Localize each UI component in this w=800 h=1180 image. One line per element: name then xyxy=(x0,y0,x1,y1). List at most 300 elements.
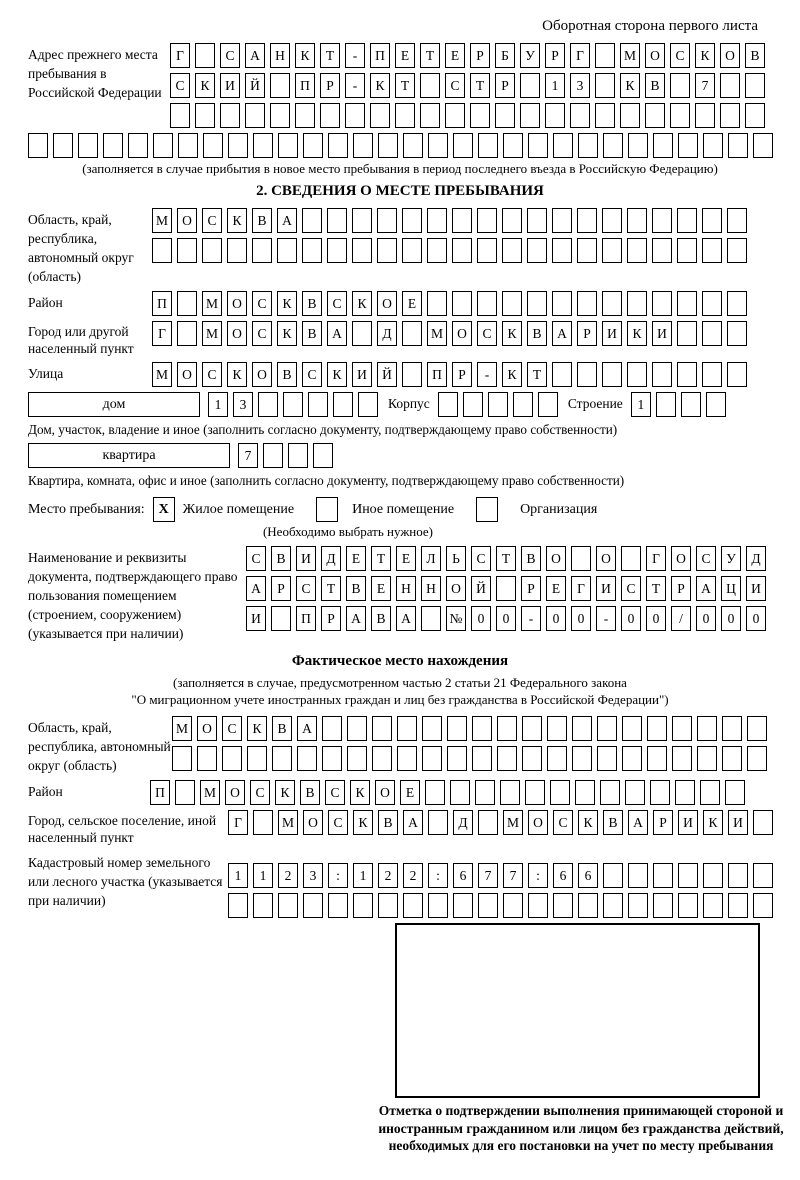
char-box xyxy=(472,716,492,741)
char-box xyxy=(420,73,440,98)
char-box: В xyxy=(302,291,322,316)
char-box xyxy=(728,133,748,158)
char-box xyxy=(753,810,773,835)
char-row xyxy=(238,443,333,468)
char-box: С xyxy=(696,546,716,571)
char-row xyxy=(152,321,747,346)
char-box xyxy=(228,133,248,158)
char-row xyxy=(246,546,766,571)
char-box: П xyxy=(150,780,170,805)
char-box xyxy=(302,208,322,233)
char-box: Г xyxy=(646,546,666,571)
city-2-label: Город, сельское поселение, иной населенный пункт xyxy=(28,813,217,845)
field-stay-type xyxy=(28,497,772,522)
char-box: О xyxy=(303,810,323,835)
char-box xyxy=(621,546,641,571)
char-box: С xyxy=(202,208,222,233)
char-box xyxy=(477,238,497,263)
char-box: П xyxy=(427,362,447,387)
char-box xyxy=(327,208,347,233)
char-box xyxy=(727,238,747,263)
char-box xyxy=(753,863,773,888)
char-box: Р xyxy=(577,321,597,346)
region-label: Область, край, республика, автономный округ (область) xyxy=(28,212,134,284)
char-box xyxy=(245,103,265,128)
char-box: С xyxy=(670,43,690,68)
char-box xyxy=(253,810,273,835)
char-row xyxy=(228,863,773,888)
char-box xyxy=(178,133,198,158)
char-box: А xyxy=(277,208,297,233)
char-box xyxy=(352,208,372,233)
char-box xyxy=(470,103,490,128)
char-box: О xyxy=(227,291,247,316)
char-box xyxy=(28,133,48,158)
char-box xyxy=(353,893,373,918)
char-row xyxy=(172,716,767,741)
char-box: О xyxy=(377,291,397,316)
option-organizacia-label: Организация xyxy=(520,501,598,517)
char-box: Т xyxy=(395,73,415,98)
char-box: 3 xyxy=(570,73,590,98)
char-box: С xyxy=(220,43,240,68)
stamp-note: Отметка о подтверждении выполнения принимающей стороной и иностранным гражданином или лицом без гражданства действий, необходимых для его постановки на учет по месту пребывания xyxy=(378,1103,784,1153)
korpus-label: Корпус xyxy=(388,396,430,411)
char-box xyxy=(571,546,591,571)
char-box xyxy=(395,103,415,128)
char-box: К xyxy=(353,810,373,835)
stroenie-label: Строение xyxy=(567,396,623,411)
char-box: В xyxy=(378,810,398,835)
char-box: / xyxy=(671,606,691,631)
char-box xyxy=(378,133,398,158)
char-box: О xyxy=(546,546,566,571)
char-box: 0 xyxy=(746,606,766,631)
char-row xyxy=(172,746,767,771)
char-box: М xyxy=(152,208,172,233)
char-box xyxy=(308,392,328,417)
char-box: 7 xyxy=(503,863,523,888)
char-row xyxy=(246,576,766,601)
char-box xyxy=(452,208,472,233)
char-box: О xyxy=(225,780,245,805)
char-box xyxy=(452,238,472,263)
char-box xyxy=(422,716,442,741)
char-box: С xyxy=(252,321,272,346)
char-box xyxy=(427,291,447,316)
char-box: К xyxy=(227,208,247,233)
char-box xyxy=(553,133,573,158)
char-box: 6 xyxy=(578,863,598,888)
char-box: Б xyxy=(495,43,515,68)
stay-type-note: (Необходимо выбрать нужное) xyxy=(262,524,434,539)
char-box xyxy=(271,606,291,631)
char-box xyxy=(677,321,697,346)
char-box: К xyxy=(227,362,247,387)
char-box xyxy=(695,103,715,128)
char-row xyxy=(631,392,726,417)
char-box: В xyxy=(272,716,292,741)
char-box xyxy=(153,133,173,158)
char-box: А xyxy=(245,43,265,68)
char-box xyxy=(377,238,397,263)
char-box xyxy=(527,208,547,233)
char-box: 7 xyxy=(478,863,498,888)
char-box xyxy=(478,133,498,158)
char-box xyxy=(220,103,240,128)
char-box xyxy=(438,392,458,417)
char-box xyxy=(288,443,308,468)
char-box xyxy=(702,238,722,263)
char-box xyxy=(103,133,123,158)
char-box xyxy=(372,716,392,741)
char-box xyxy=(352,321,372,346)
char-box xyxy=(502,291,522,316)
char-box: 1 xyxy=(353,863,373,888)
char-box xyxy=(678,133,698,158)
char-box xyxy=(538,392,558,417)
char-box: О xyxy=(446,576,466,601)
checkbox-organizacia xyxy=(476,497,498,522)
char-box: 2 xyxy=(403,863,423,888)
char-box: Й xyxy=(471,576,491,601)
char-box xyxy=(697,746,717,771)
char-box xyxy=(452,291,472,316)
char-row xyxy=(228,810,773,835)
char-box xyxy=(595,73,615,98)
char-box: Г xyxy=(570,43,590,68)
char-box xyxy=(177,291,197,316)
char-box xyxy=(402,238,422,263)
char-box xyxy=(602,362,622,387)
char-box xyxy=(702,208,722,233)
char-box xyxy=(520,103,540,128)
char-box xyxy=(427,208,447,233)
char-box xyxy=(722,746,742,771)
char-box: 0 xyxy=(571,606,591,631)
char-box xyxy=(727,208,747,233)
char-box: Д xyxy=(377,321,397,346)
char-box: Р xyxy=(495,73,515,98)
char-box: О xyxy=(596,546,616,571)
char-box xyxy=(403,893,423,918)
char-box xyxy=(620,103,640,128)
char-box: О xyxy=(452,321,472,346)
char-box xyxy=(328,893,348,918)
char-box: С xyxy=(250,780,270,805)
char-box xyxy=(627,291,647,316)
char-box xyxy=(753,893,773,918)
char-box: А xyxy=(403,810,423,835)
char-box xyxy=(527,238,547,263)
char-box: 3 xyxy=(303,863,323,888)
char-box xyxy=(377,208,397,233)
field-document xyxy=(28,546,772,643)
char-box xyxy=(575,780,595,805)
char-box: В xyxy=(300,780,320,805)
char-box xyxy=(672,746,692,771)
char-box: М xyxy=(202,321,222,346)
char-box xyxy=(488,392,508,417)
char-box xyxy=(177,321,197,346)
char-box: С xyxy=(246,546,266,571)
cadastral-label: Кадастровый номер земельного или лесного участка (указывается при наличии) xyxy=(28,855,223,908)
option-zhiloe-label: Жилое помещение xyxy=(182,501,295,517)
char-box xyxy=(700,780,720,805)
char-box xyxy=(313,443,333,468)
char-box: И xyxy=(352,362,372,387)
char-box: - xyxy=(521,606,541,631)
char-box xyxy=(170,103,190,128)
char-box: К xyxy=(578,810,598,835)
char-box: К xyxy=(350,780,370,805)
char-box xyxy=(670,103,690,128)
char-box xyxy=(525,780,545,805)
char-box: К xyxy=(703,810,723,835)
char-box xyxy=(472,746,492,771)
field-region xyxy=(28,208,772,286)
char-box: Р xyxy=(271,576,291,601)
char-box xyxy=(478,893,498,918)
char-box: К xyxy=(247,716,267,741)
char-box: О xyxy=(528,810,548,835)
apartment-note: Квартира, комната, офис и иное (заполнить согласно документу, подтверждающему право собственности) xyxy=(28,473,625,488)
char-box: В xyxy=(277,362,297,387)
char-box: К xyxy=(352,291,372,316)
char-box xyxy=(595,43,615,68)
char-box xyxy=(195,103,215,128)
char-box xyxy=(702,362,722,387)
char-box: К xyxy=(627,321,647,346)
char-box xyxy=(597,746,617,771)
char-box: А xyxy=(246,576,266,601)
char-box: В xyxy=(371,606,391,631)
char-row xyxy=(228,893,773,918)
char-row xyxy=(438,392,558,417)
char-box: 0 xyxy=(471,606,491,631)
checkbox-zhiloe: X xyxy=(153,497,175,522)
char-row xyxy=(246,606,766,631)
char-row xyxy=(152,362,747,387)
char-box: Р xyxy=(452,362,472,387)
house-box-label: дом xyxy=(28,392,200,417)
char-box xyxy=(627,362,647,387)
char-box xyxy=(278,133,298,158)
char-box: В xyxy=(645,73,665,98)
field-district xyxy=(28,291,772,316)
char-box xyxy=(397,746,417,771)
char-box xyxy=(421,606,441,631)
char-row xyxy=(208,392,378,417)
char-box: П xyxy=(370,43,390,68)
char-box: М xyxy=(172,716,192,741)
char-box: 7 xyxy=(238,443,258,468)
char-box: Т xyxy=(496,546,516,571)
char-box: Р xyxy=(653,810,673,835)
char-box xyxy=(450,780,470,805)
char-box: Р xyxy=(671,576,691,601)
char-box: П xyxy=(296,606,316,631)
char-box xyxy=(527,291,547,316)
char-box xyxy=(602,238,622,263)
char-box: Г xyxy=(170,43,190,68)
char-box: Е xyxy=(400,780,420,805)
char-box: - xyxy=(477,362,497,387)
char-box: Г xyxy=(228,810,248,835)
char-box xyxy=(402,362,422,387)
region-rows xyxy=(152,208,747,263)
char-box xyxy=(202,238,222,263)
char-box: А xyxy=(327,321,347,346)
char-box xyxy=(572,746,592,771)
char-box: Т xyxy=(646,576,666,601)
char-box xyxy=(475,780,495,805)
page-header: Оборотная сторона первого листа xyxy=(542,18,758,34)
char-box xyxy=(670,73,690,98)
char-box xyxy=(427,238,447,263)
char-box xyxy=(345,103,365,128)
char-row xyxy=(170,73,765,98)
char-box xyxy=(447,746,467,771)
char-box xyxy=(552,362,572,387)
char-box xyxy=(677,362,697,387)
char-box xyxy=(420,103,440,128)
char-box xyxy=(645,103,665,128)
char-box xyxy=(227,238,247,263)
checkbox-inoe xyxy=(316,497,338,522)
char-box xyxy=(322,716,342,741)
char-box xyxy=(627,238,647,263)
char-box xyxy=(703,863,723,888)
char-box: И xyxy=(652,321,672,346)
char-box xyxy=(625,780,645,805)
actual-location-note1: (заполняется в случае, предусмотренном частью 2 статьи 21 Федерального закона xyxy=(173,675,627,690)
char-box: П xyxy=(295,73,315,98)
char-box: И xyxy=(596,576,616,601)
field-house xyxy=(28,392,772,417)
char-box: К xyxy=(502,321,522,346)
char-box xyxy=(547,746,567,771)
char-box: Д xyxy=(453,810,473,835)
stamp-area xyxy=(367,923,795,1155)
char-box: С xyxy=(553,810,573,835)
char-box xyxy=(228,893,248,918)
char-box: - xyxy=(345,43,365,68)
char-box xyxy=(497,746,517,771)
char-box: В xyxy=(271,546,291,571)
char-box xyxy=(496,576,516,601)
char-box xyxy=(347,716,367,741)
char-box xyxy=(278,893,298,918)
char-box xyxy=(647,746,667,771)
house-note: Дом, участок, владение и иное (заполнить согласно документу, подтверждающему право собственности) xyxy=(28,422,618,437)
char-box xyxy=(303,133,323,158)
char-box xyxy=(678,893,698,918)
region-2-label: Область, край, республика, автономный округ (область) xyxy=(28,720,171,773)
char-box xyxy=(647,716,667,741)
char-box xyxy=(652,238,672,263)
char-box xyxy=(222,746,242,771)
char-box: Д xyxy=(746,546,766,571)
char-box: Д xyxy=(321,546,341,571)
char-box xyxy=(603,133,623,158)
char-box: Ц xyxy=(721,576,741,601)
char-box xyxy=(720,103,740,128)
char-box xyxy=(283,392,303,417)
char-box xyxy=(728,863,748,888)
char-box xyxy=(603,893,623,918)
char-box xyxy=(550,780,570,805)
char-box xyxy=(302,238,322,263)
char-box: Л xyxy=(421,546,441,571)
char-box: С xyxy=(477,321,497,346)
char-box: Г xyxy=(152,321,172,346)
char-box xyxy=(502,238,522,263)
char-box: 1 xyxy=(228,863,248,888)
char-box: В xyxy=(521,546,541,571)
char-box: И xyxy=(746,576,766,601)
prev-address-label: Адрес прежнего места пребывания в Российской Федерации xyxy=(28,47,162,100)
char-box: 6 xyxy=(453,863,473,888)
char-box: А xyxy=(396,606,416,631)
char-box: Т xyxy=(527,362,547,387)
char-box xyxy=(428,133,448,158)
char-box xyxy=(497,716,517,741)
field-cadastral xyxy=(28,851,772,918)
stamp-box xyxy=(395,923,760,1098)
char-box xyxy=(378,893,398,918)
char-box xyxy=(253,893,273,918)
char-box xyxy=(78,133,98,158)
char-box xyxy=(277,238,297,263)
char-box xyxy=(753,133,773,158)
char-box xyxy=(578,133,598,158)
char-box xyxy=(577,362,597,387)
char-box: Н xyxy=(396,576,416,601)
section2-title: 2. СВЕДЕНИЯ О МЕСТЕ ПРЕБЫВАНИЯ xyxy=(256,183,544,199)
char-box: Р xyxy=(470,43,490,68)
char-box xyxy=(353,133,373,158)
char-box xyxy=(677,208,697,233)
char-box: Р xyxy=(545,43,565,68)
district-2-label: Район xyxy=(28,784,63,799)
char-box xyxy=(453,133,473,158)
char-row xyxy=(150,780,745,805)
char-box xyxy=(463,392,483,417)
char-box: О xyxy=(375,780,395,805)
char-box xyxy=(727,321,747,346)
char-box xyxy=(503,893,523,918)
char-box xyxy=(622,746,642,771)
char-box xyxy=(295,103,315,128)
char-box: 0 xyxy=(546,606,566,631)
char-box: А xyxy=(346,606,366,631)
char-box: К xyxy=(195,73,215,98)
char-box: В xyxy=(745,43,765,68)
char-box xyxy=(553,893,573,918)
char-box xyxy=(628,893,648,918)
char-box: С xyxy=(621,576,641,601)
char-box: С xyxy=(471,546,491,571)
char-box: К xyxy=(277,291,297,316)
char-box xyxy=(747,746,767,771)
char-box xyxy=(595,103,615,128)
field-region-2 xyxy=(28,716,772,775)
char-box xyxy=(333,392,353,417)
char-box xyxy=(297,746,317,771)
char-box xyxy=(175,780,195,805)
char-box: О xyxy=(227,321,247,346)
